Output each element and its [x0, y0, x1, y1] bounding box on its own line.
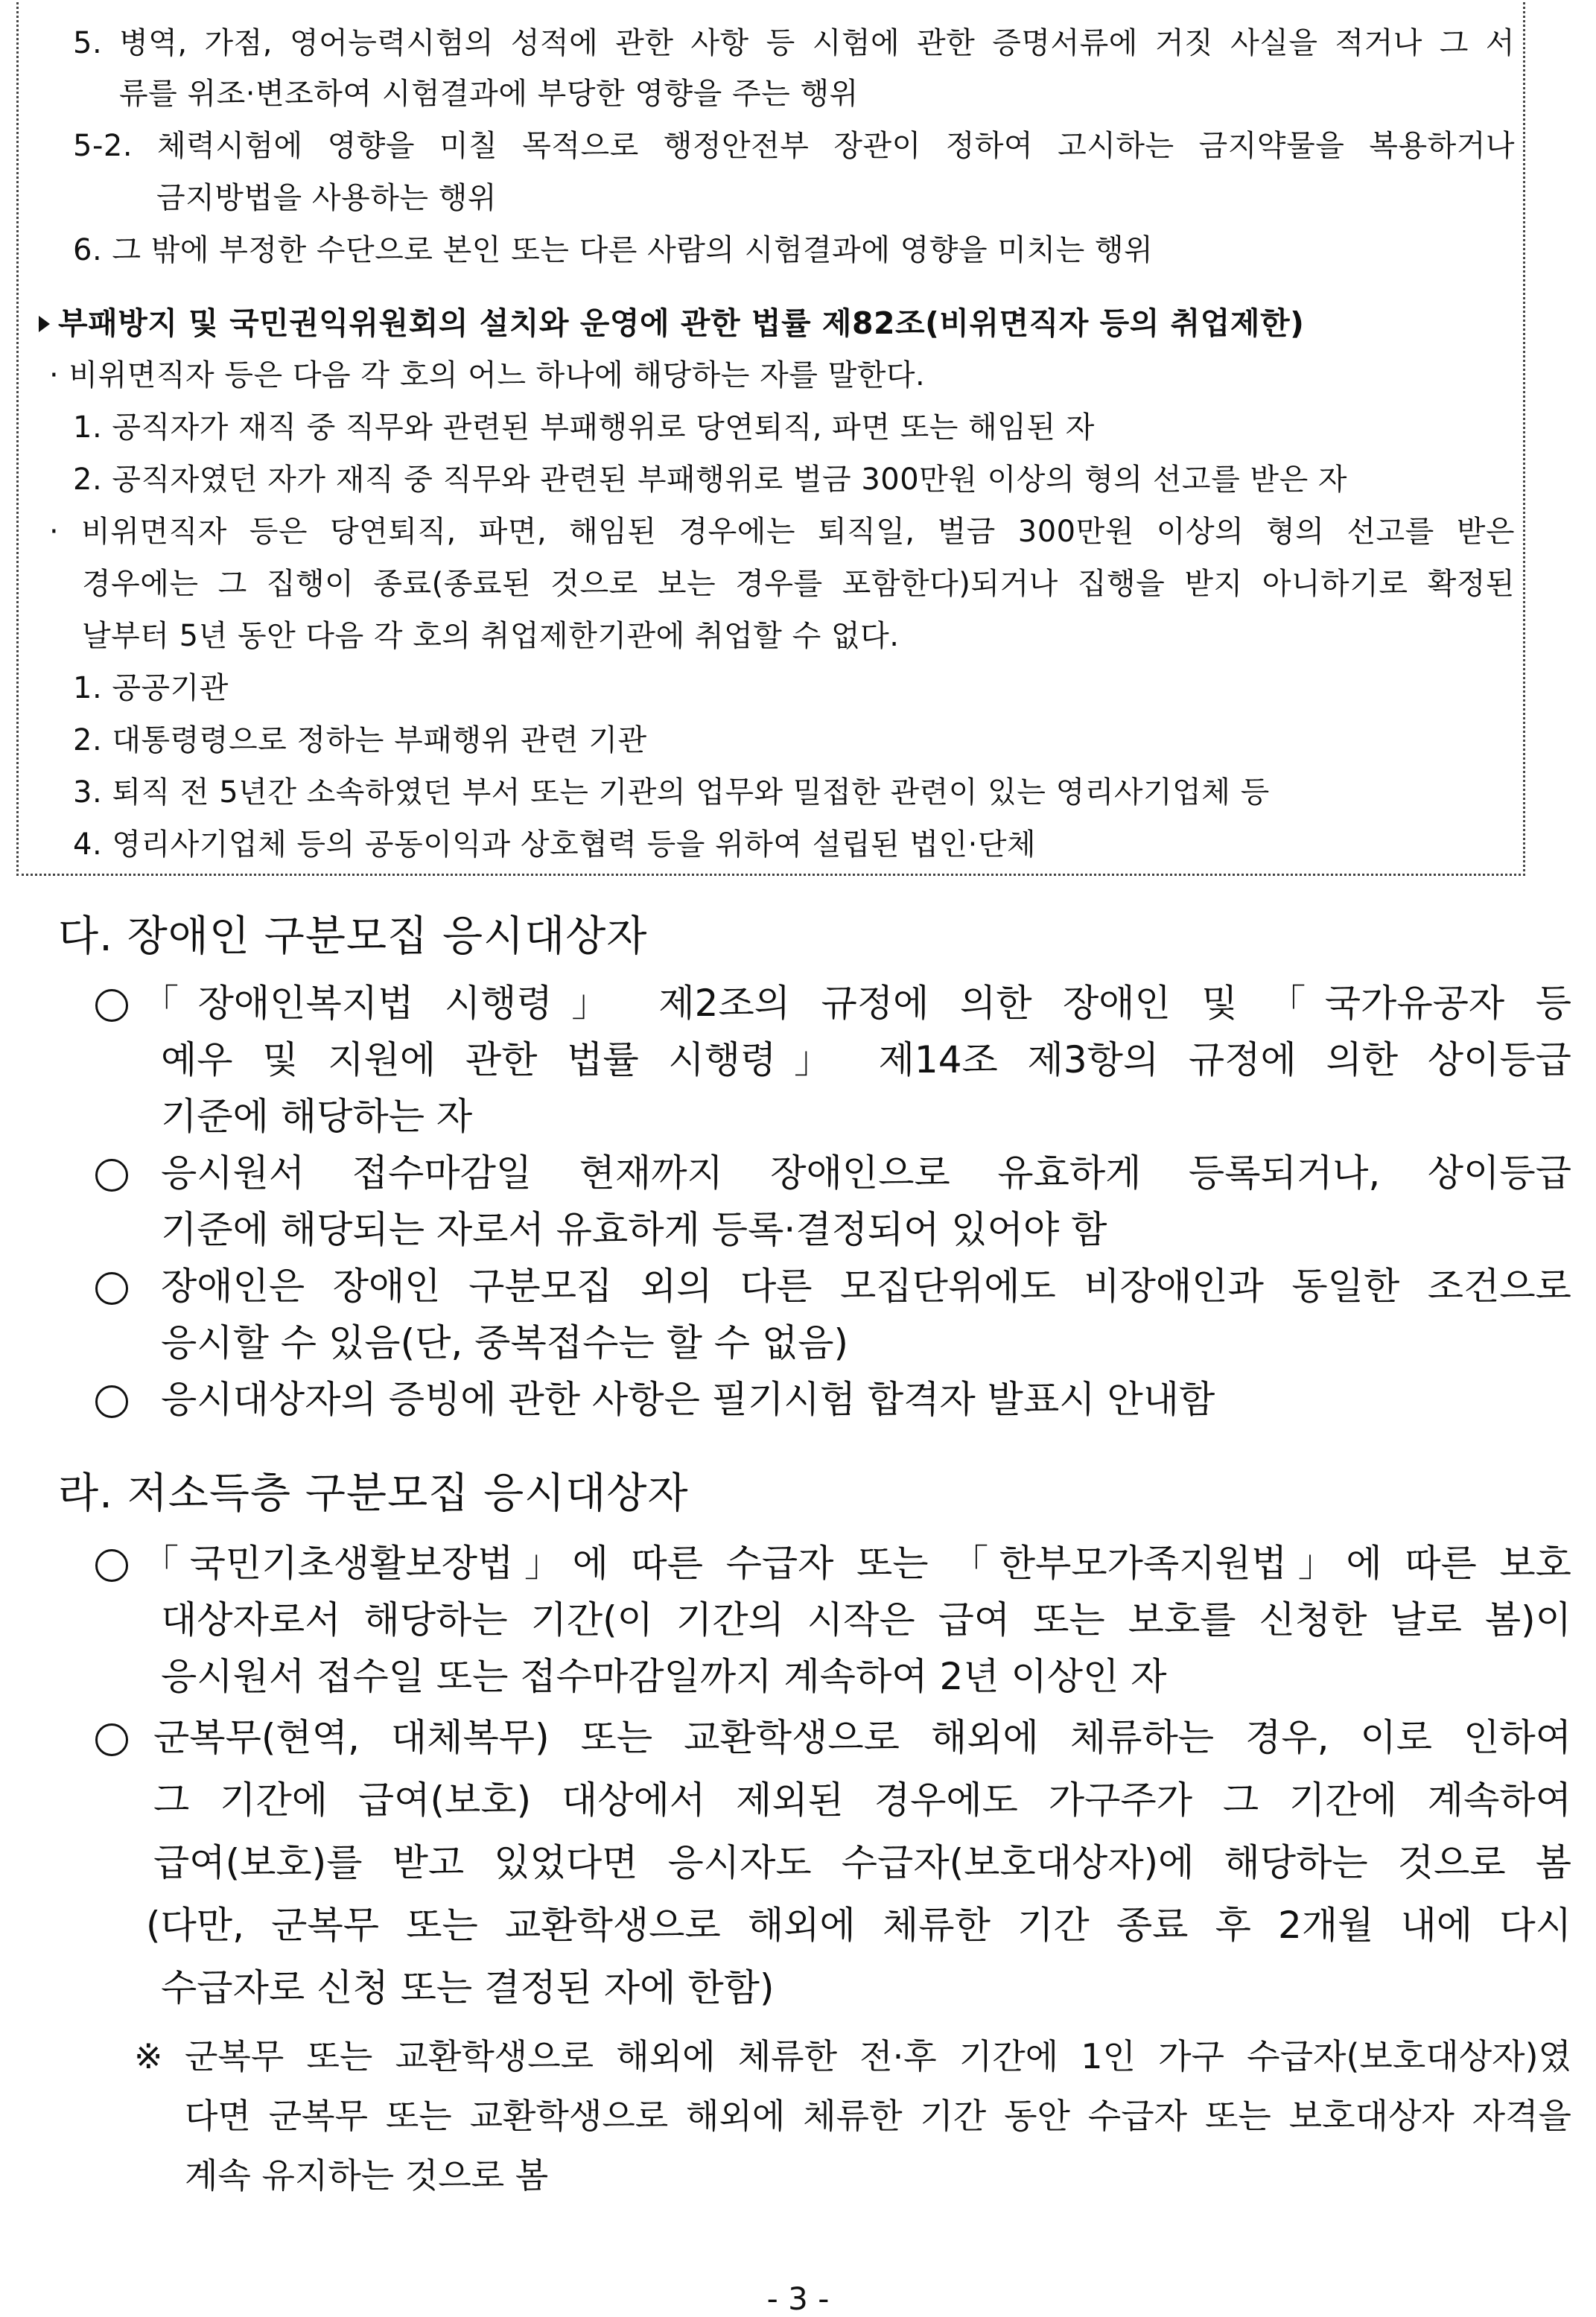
- law-line: 1. 공공기관: [73, 671, 229, 705]
- law-line: 경우에는 그 집행이 종료(종료된 것으로 보는 경우를 포함한다)되거나 집행을 받지 아니하기로 확정된: [82, 567, 1515, 601]
- disabled-line: 응시할 수 있음(단, 중복접수는 할 수 없음): [161, 1321, 849, 1364]
- low-income-line: 급여(보호)를 받고 있었다면 응시자도 수급자(보호대상자)에 해당하는 것으로 봄: [153, 1841, 1571, 1884]
- note-line: 군복무 또는 교환학생으로 해외에 체류한 전·후 기간에 1인 가구 수급자(보호대상자)였: [185, 2036, 1571, 2076]
- note-line: 계속 유지하는 것으로 봄: [185, 2155, 549, 2196]
- low-income-line: 「국민기초생활보장법」에 따른 수급자 또는 「한부모가족지원법」에 따른 보호: [142, 1542, 1571, 1585]
- disabled-line: 기준에 해당되는 자로서 유효하게 등록·결정되어 있어야 함: [161, 1208, 1107, 1251]
- low-income-line: 군복무(현역, 대체복무) 또는 교환학생으로 해외에 체류하는 경우, 이로 인하여: [153, 1716, 1571, 1759]
- low-income-line: 대상자로서 해당하는 기간(이 기간의 시작은 급여 또는 보호를 신청한 날로 봄)이: [161, 1598, 1571, 1641]
- box-item-6: 6. 그 밖에 부정한 수단으로 본인 또는 다른 사람의 시험결과에 영향을 미치는 행위: [73, 233, 1154, 267]
- circle-bullet-icon: [95, 1385, 128, 1418]
- triangle-bullet-icon: [39, 316, 50, 332]
- law-title: 부패방지 및 국민권익위원회의 설치와 운영에 관한 법률 제82조(비위면직자 등의 취업제한): [58, 305, 1305, 341]
- law-line: · 비위면직자 등은 당연퇴직, 파면, 해임된 경우에는 퇴직일, 벌금 300만원 이상의 형의 선고를 받은: [49, 515, 1515, 549]
- low-income-line: 응시원서 접수일 또는 접수마감일까지 계속하여 2년 이상인 자: [161, 1655, 1167, 1698]
- disabled-line: 장애인은 장애인 구분모집 외의 다른 모집단위에도 비장애인과 동일한 조건으로: [161, 1265, 1571, 1308]
- box-item-5-2: 5-2. 체력시험에 영향을 미칠 목적으로 행정안전부 장관이 정하여 고시하는 금지약물을 복용하거나: [73, 129, 1515, 163]
- section-heading-disabled: 다. 장애인 구분모집 응시대상자: [58, 912, 648, 961]
- circle-bullet-icon: [95, 1159, 128, 1192]
- box-item-5-2-cont: 금지방법을 사용하는 행위: [156, 181, 497, 215]
- disabled-line: 「장애인복지법 시행령」 제2조의 규정에 의한 장애인 및 「국가유공자 등: [142, 982, 1571, 1025]
- disabled-line: 응시원서 접수마감일 현재까지 장애인으로 유효하게 등록되거나, 상이등급: [161, 1151, 1571, 1195]
- disabled-line: 응시대상자의 증빙에 관한 사항은 필기시험 합격자 발표시 안내함: [161, 1378, 1215, 1421]
- law-line: · 비위면직자 등은 다음 각 호의 어느 하나에 해당하는 자를 말한다.: [49, 358, 926, 392]
- law-line: 날부터 5년 동안 다음 각 호의 취업제한기관에 취업할 수 없다.: [82, 619, 900, 653]
- disabled-line: 기준에 해당하는 자: [161, 1095, 473, 1138]
- law-line: 2. 공직자였던 자가 재직 중 직무와 관련된 부패행위로 벌금 300만원 이상의 형의 선고를 받은 자: [73, 463, 1348, 497]
- box-item-5-cont: 류를 위조·변조하여 시험결과에 부당한 영향을 주는 행위: [119, 77, 859, 111]
- law-line: 3. 퇴직 전 5년간 소속하였던 부서 또는 기관의 업무와 밀접한 관련이 있는 영리사기업체 등: [73, 775, 1270, 810]
- circle-bullet-icon: [95, 1272, 128, 1305]
- circle-bullet-icon: [95, 989, 128, 1022]
- page-number: - 3 -: [766, 2281, 830, 2317]
- reference-mark: ※: [134, 2036, 163, 2076]
- note-line: 다면 군복무 또는 교환학생으로 해외에 체류한 기간 동안 수급자 또는 보호대상자 자격을: [185, 2096, 1571, 2136]
- low-income-line: 그 기간에 급여(보호) 대상에서 제외된 경우에도 가구주가 그 기간에 계속하여: [153, 1779, 1571, 1822]
- box-item-5: 5. 병역, 가점, 영어능력시험의 성적에 관한 사항 등 시험에 관한 증명서류에 거짓 사실을 적거나 그 서: [73, 26, 1515, 60]
- circle-bullet-icon: [95, 1549, 128, 1582]
- law-line: 4. 영리사기업체 등의 공동이익과 상호협력 등을 위하여 설립된 법인·단체: [73, 827, 1037, 862]
- low-income-line: 수급자로 신청 또는 결정된 자에 한함): [161, 1966, 775, 2009]
- disabled-line: 예우 및 지원에 관한 법률 시행령」 제14조 제3항의 규정에 의한 상이등급: [161, 1038, 1571, 1081]
- circle-bullet-icon: [95, 1723, 128, 1756]
- low-income-line: (다만, 군복무 또는 교환학생으로 해외에 체류한 기간 종료 후 2개월 내에 다시: [146, 1904, 1571, 1947]
- law-line: 1. 공직자가 재직 중 직무와 관련된 부패행위로 당연퇴직, 파면 또는 해임된 자: [73, 410, 1095, 445]
- section-heading-low-income: 라. 저소득층 구분모집 응시대상자: [58, 1469, 689, 1518]
- law-line: 2. 대통령령으로 정하는 부패행위 관련 기관: [73, 723, 647, 757]
